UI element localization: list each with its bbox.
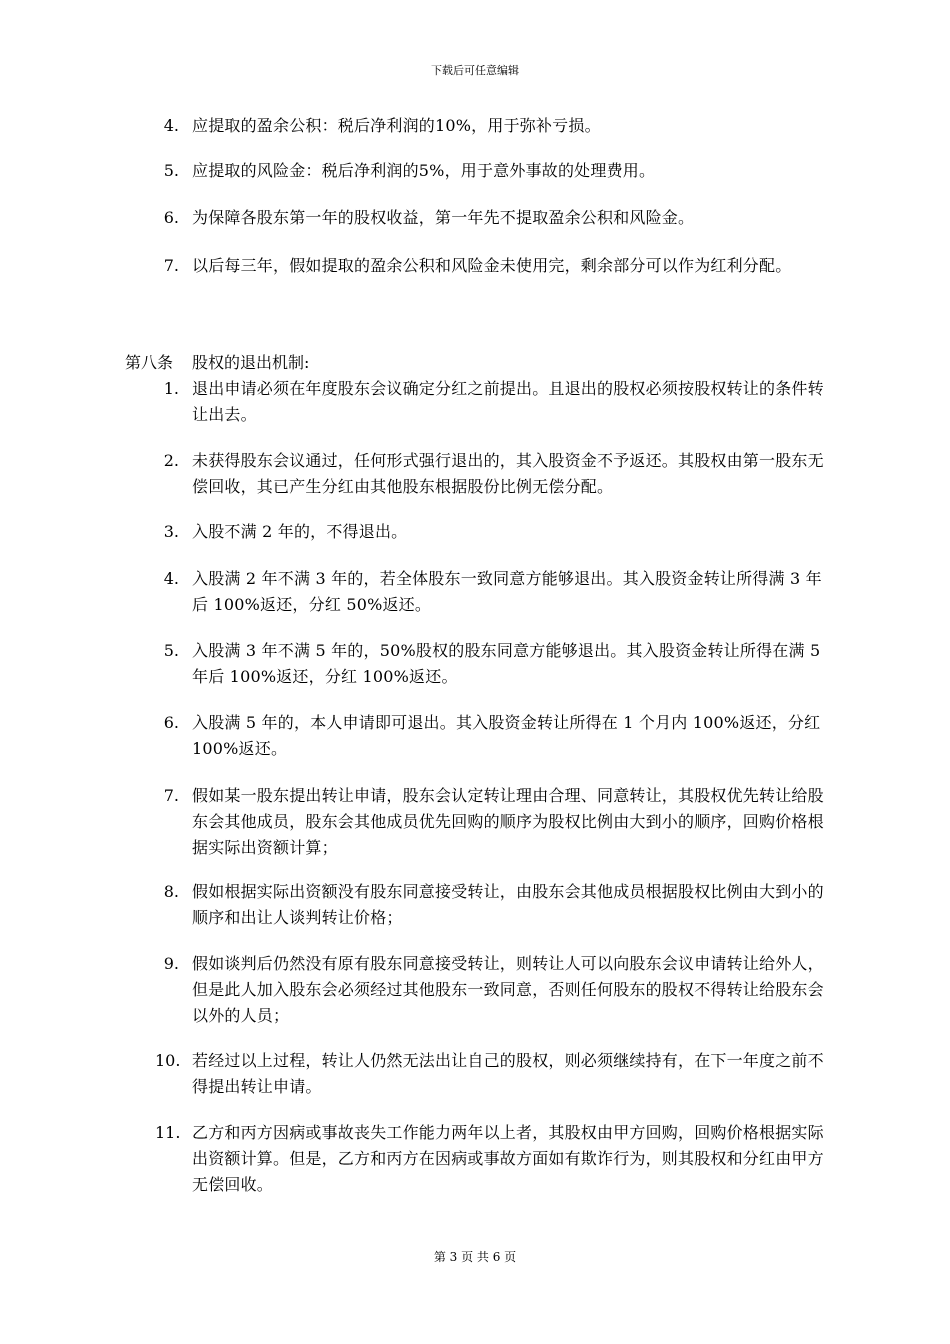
list-item-text: 若经过以上过程，转让人仍然无法出让自己的股权，则必须继续持有，在下一年度之前不得提出转让申请。 bbox=[192, 1051, 824, 1096]
list-item-text: 假如谈判后仍然没有原有股东同意接受转让，则转让人可以向股东会议申请转让给外人，但是此人加入股东会必须经过其他股东一致同意，否则任何股东的股权不得转让给股东会以外的人员； bbox=[192, 954, 824, 1025]
list-item-text: 应提取的风险金：税后净利润的5%，用于意外事故的处理费用。 bbox=[192, 161, 656, 180]
list-item-text: 入股满 5 年的，本人申请即可退出。其入股资金转让所得在 1 个月内 100%返还，分红 100%返还。 bbox=[192, 713, 821, 758]
list-item-text: 乙方和丙方因病或事故丧失工作能力两年以上者，其股权由甲方回购，回购价格根据实际出资额计算。但是，乙方和丙方在因病或事故方面如有欺诈行为，则其股权和分红由甲方无偿回收。 bbox=[192, 1123, 824, 1194]
article-title: 股权的退出机制: bbox=[192, 353, 310, 372]
list-item-text: 假如某一股东提出转让申请，股东会认定转让理由合理、同意转让，其股权优先转让给股东会其他成员，股东会其他成员优先回购的顺序为股权比例由大到小的顺序，回购价格根据实际出资额计算； bbox=[192, 786, 824, 857]
list-item-number: 3. bbox=[163, 522, 179, 541]
list-item-number: 10. bbox=[155, 1051, 181, 1070]
list-item-text: 入股满 2 年不满 3 年的，若全体股东一致同意方能够退出。其入股资金转让所得满 3 年后 100%返还，分红 50%返还。 bbox=[192, 569, 822, 614]
list-item-text: 退出申请必须在年度股东会议确定分红之前提出。且退出的股权必须按股权转让的条件转让出去。 bbox=[192, 379, 824, 424]
list-item-text: 入股不满 2 年的，不得退出。 bbox=[192, 522, 408, 541]
list-item-number: 11. bbox=[155, 1123, 181, 1142]
list-item-number: 4. bbox=[163, 569, 179, 588]
list-item-number: 4. bbox=[163, 116, 179, 135]
list-item-text: 未获得股东会议通过，任何形式强行退出的，其入股资金不予返还。其股权由第一股东无偿回收，其已产生分红由其他股东根据股份比例无偿分配。 bbox=[192, 451, 824, 496]
list-item-number: 6. bbox=[163, 208, 179, 227]
list-item-number: 7. bbox=[163, 256, 179, 275]
page-header: 下载后可任意编辑 bbox=[431, 64, 519, 77]
list-item-number: 9. bbox=[163, 954, 179, 973]
list-item-number: 5. bbox=[163, 161, 179, 180]
list-item-text: 应提取的盈余公积：税后净利润的10%，用于弥补亏损。 bbox=[192, 116, 601, 135]
article-number: 第八条 bbox=[125, 353, 174, 372]
list-item-number: 8. bbox=[163, 882, 179, 901]
list-item-number: 7. bbox=[163, 786, 179, 805]
page-footer: 第 3 页 共 6 页 bbox=[433, 1250, 517, 1264]
list-item-text: 假如根据实际出资额没有股东同意接受转让，由股东会其他成员根据股权比例由大到小的顺序和出让人谈判转让价格； bbox=[192, 882, 824, 927]
list-item-text: 以后每三年，假如提取的盈余公积和风险金未使用完，剩余部分可以作为红利分配。 bbox=[192, 256, 792, 275]
list-item-number: 2. bbox=[163, 451, 179, 470]
article-heading bbox=[125, 350, 825, 376]
list-item-number: 5. bbox=[163, 641, 179, 660]
list-item-number: 6. bbox=[163, 713, 179, 732]
list-item-number: 1. bbox=[163, 379, 179, 398]
list-item-text: 入股满 3 年不满 5 年的，50%股权的股东同意方能够退出。其入股资金转让所得在满 5 年后 100%返还，分红 100%返还。 bbox=[192, 641, 821, 686]
list-item-text: 为保障各股东第一年的股权收益，第一年先不提取盈余公积和风险金。 bbox=[192, 208, 695, 227]
